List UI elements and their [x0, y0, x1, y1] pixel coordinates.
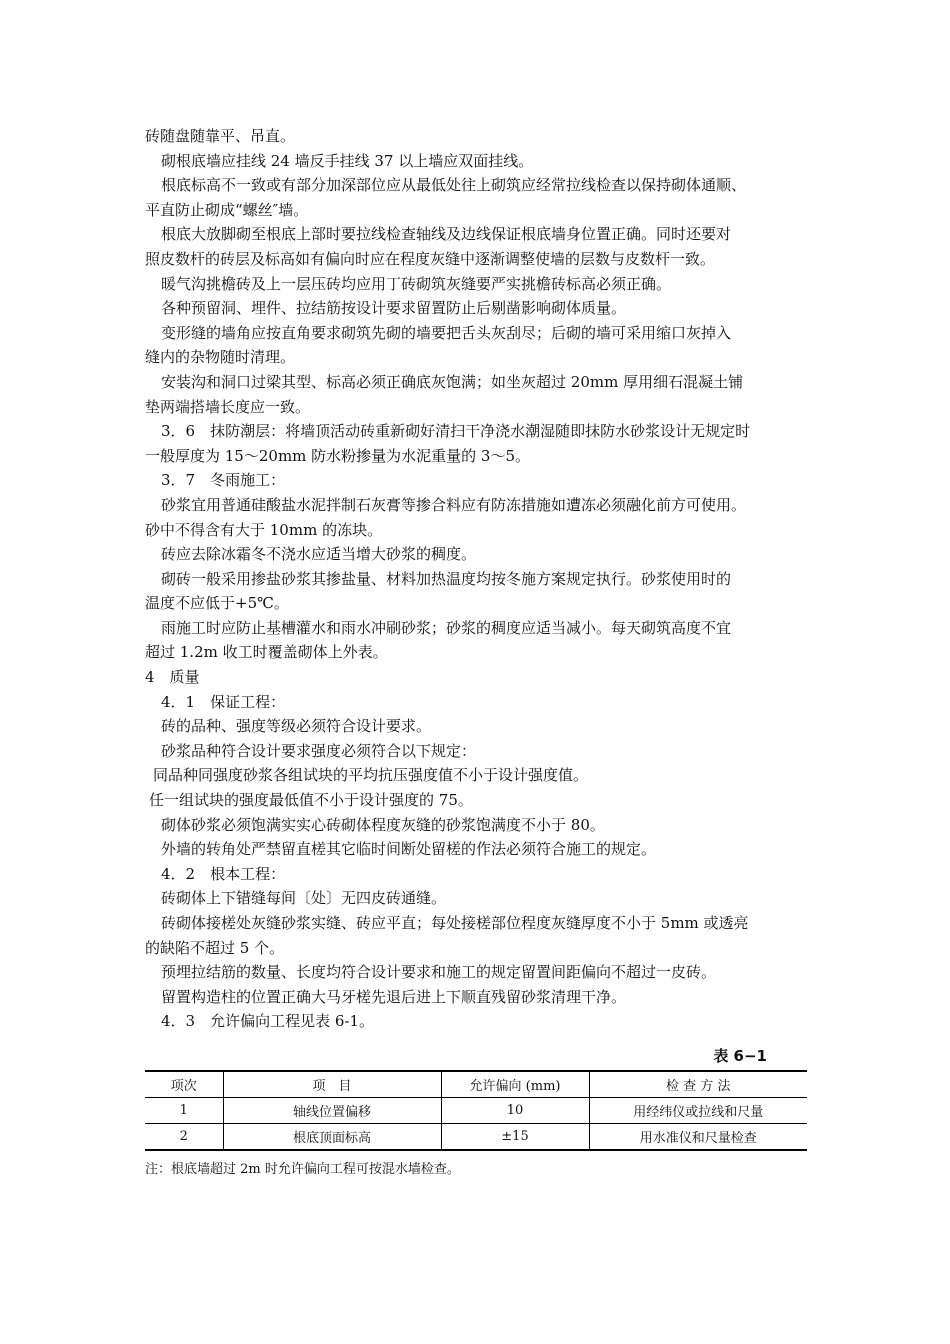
- table-row: [145, 1098, 807, 1124]
- paragraph-line: 的缺陷不超过 5 个。: [145, 938, 285, 957]
- paragraph-line: 缝内的杂物随时清理。: [145, 348, 296, 367]
- table-cell: 2: [145, 1124, 223, 1151]
- paragraph-line: 各种预留洞、埋件、拉结筋按设计要求留置防止后剔凿影响砌体质量。: [161, 299, 627, 318]
- paragraph-line: 安装沟和洞口过梁其型、标高必须正确底灰饱满；如坐灰超过 20mm 厚用细石混凝土铺: [161, 372, 744, 391]
- column-header: 允许偏向 (mm): [441, 1071, 589, 1098]
- paragraph-line: 同品种同强度砂浆各组试块的平均抗压强度值不小于设计强度值。: [153, 766, 589, 785]
- paragraph-line: 砌根底墙应挂线 24 墙反手挂线 37 以上墙应双面挂线。: [161, 151, 534, 170]
- paragraph-line: 变形缝的墙角应按直角要求砌筑先砌的墙要把舌头灰刮尽；后砌的墙可采用缩口灰掉入: [161, 323, 732, 342]
- paragraph-line: 根底大放脚砌至根底上部时要拉线检查轴线及边线保证根底墙身位置正确。同时还要对: [161, 225, 732, 244]
- paragraph-line: 砂中不得含有大于 10mm 的冻块。: [145, 520, 383, 539]
- paragraph-line: 照皮数杆的砖层及标高如有偏向时应在程度灰缝中逐渐调整使墙的层数与皮数杆一致。: [145, 249, 716, 268]
- tolerance-table: [145, 1070, 807, 1151]
- paragraph-line: 垫两端搭墙长度应一致。: [145, 397, 311, 416]
- paragraph-line: 砖砌体上下错缝每间〔处〕无四皮砖通缝。: [161, 889, 447, 908]
- column-header: 项 目: [223, 1071, 441, 1098]
- paragraph-line: 雨施工时应防止基槽灌水和雨水冲刷砂浆；砂浆的稠度应适当减小。每天砌筑高度不宜: [161, 618, 732, 637]
- column-header: 项次: [145, 1071, 223, 1098]
- paragraph-line: 砖随盘随靠平、吊直。: [145, 127, 296, 145]
- paragraph-line: 平直防止砌成“螺丝″墙。: [145, 200, 309, 219]
- paragraph-line: 留置构造柱的位置正确大马牙槎先退后进上下顺直残留砂浆清理干净。: [161, 987, 627, 1006]
- paragraph-line: 砖砌体接槎处灰缝砂浆实缝、砖应平直；每处接槎部位程度灰缝厚度不小于 5mm 或透亮: [161, 914, 749, 932]
- table-cell: ±15: [441, 1124, 589, 1151]
- paragraph-line: 砂浆宜用普通硅酸盐水泥拌制石灰膏等掺合料应有防冻措施如遭冻必须融化前方可使用。: [161, 495, 747, 514]
- table-cell: 1: [145, 1098, 223, 1124]
- paragraph-line: 砖应去除冰霜冬不浇水应适当增大砂浆的稠度。: [161, 545, 477, 564]
- table-cell: 用水准仪和尺量检查: [589, 1124, 807, 1151]
- section-heading: 3．6 抹防潮层：将墙顶活动砖重新砌好清扫干净浇水潮湿随即抹防水砂浆设计无规定时: [161, 422, 751, 441]
- table-cell: 10: [441, 1098, 589, 1124]
- paragraph-line: 砌砖一般采用掺盐砂浆其掺盐量、材料加热温度均按冬施方案规定执行。砂浆使用时的: [161, 569, 732, 588]
- paragraph-line: 超过 1.2m 收工时覆盖砌体上外表。: [145, 643, 388, 662]
- paragraph-line: 暖气沟挑檐砖及上一层压砖均应用丁砖砌筑灰缝要严实挑檐砖标高必须正确。: [161, 274, 672, 293]
- table-cell: 轴线位置偏移: [223, 1098, 441, 1124]
- table-header-row: [145, 1071, 807, 1098]
- section-heading: 4．3 允许偏向工程见表 6-1。: [161, 1012, 375, 1031]
- table-cell: 用经纬仪或拉线和尺量: [589, 1098, 807, 1124]
- paragraph-line: 外墙的转角处严禁留直槎其它临时间断处留槎的作法必须符合施工的规定。: [161, 840, 657, 859]
- section-heading: 3．7 冬雨施工：: [161, 471, 286, 490]
- paragraph-line: 预埋拉结筋的数量、长度均符合设计要求和施工的规定留置间距偏向不超过一皮砖。: [161, 963, 717, 982]
- paragraph-line: 砌体砂浆必须饱满实实心砖砌体程度灰缝的砂浆饱满度不小于 80。: [161, 815, 605, 834]
- paragraph-line: 任一组试块的强度最低值不小于设计强度的 75。: [149, 791, 473, 810]
- column-header: 检 查 方 法: [589, 1071, 807, 1098]
- paragraph-line: 砂浆品种符合设计要求强度必须符合以下规定：: [161, 741, 477, 760]
- paragraph-line: 一般厚度为 15～20mm 防水粉掺量为水泥重量的 3～5。: [145, 446, 531, 465]
- table-row: [145, 1124, 807, 1151]
- section-heading: 4．1 保证工程：: [161, 692, 286, 711]
- table-note: 注：根底墙超过 2m 时允许偏向工程可按混水墙检查。: [145, 1162, 460, 1177]
- table-caption: 表 6−1: [713, 1047, 767, 1065]
- table-cell: 根底顶面标高: [223, 1124, 441, 1151]
- chapter-heading: 4 质量: [145, 668, 200, 687]
- section-heading: 4．2 根本工程：: [161, 864, 286, 883]
- paragraph-line: 根底标高不一致或有部分加深部位应从最低处往上砌筑应经常拉线检查以保持砌体通顺、: [161, 176, 747, 195]
- paragraph-line: 温度不应低于+5℃。: [145, 594, 289, 613]
- document-body: [145, 124, 813, 1034]
- paragraph-line: 砖的品种、强度等级必须符合设计要求。: [161, 717, 432, 736]
